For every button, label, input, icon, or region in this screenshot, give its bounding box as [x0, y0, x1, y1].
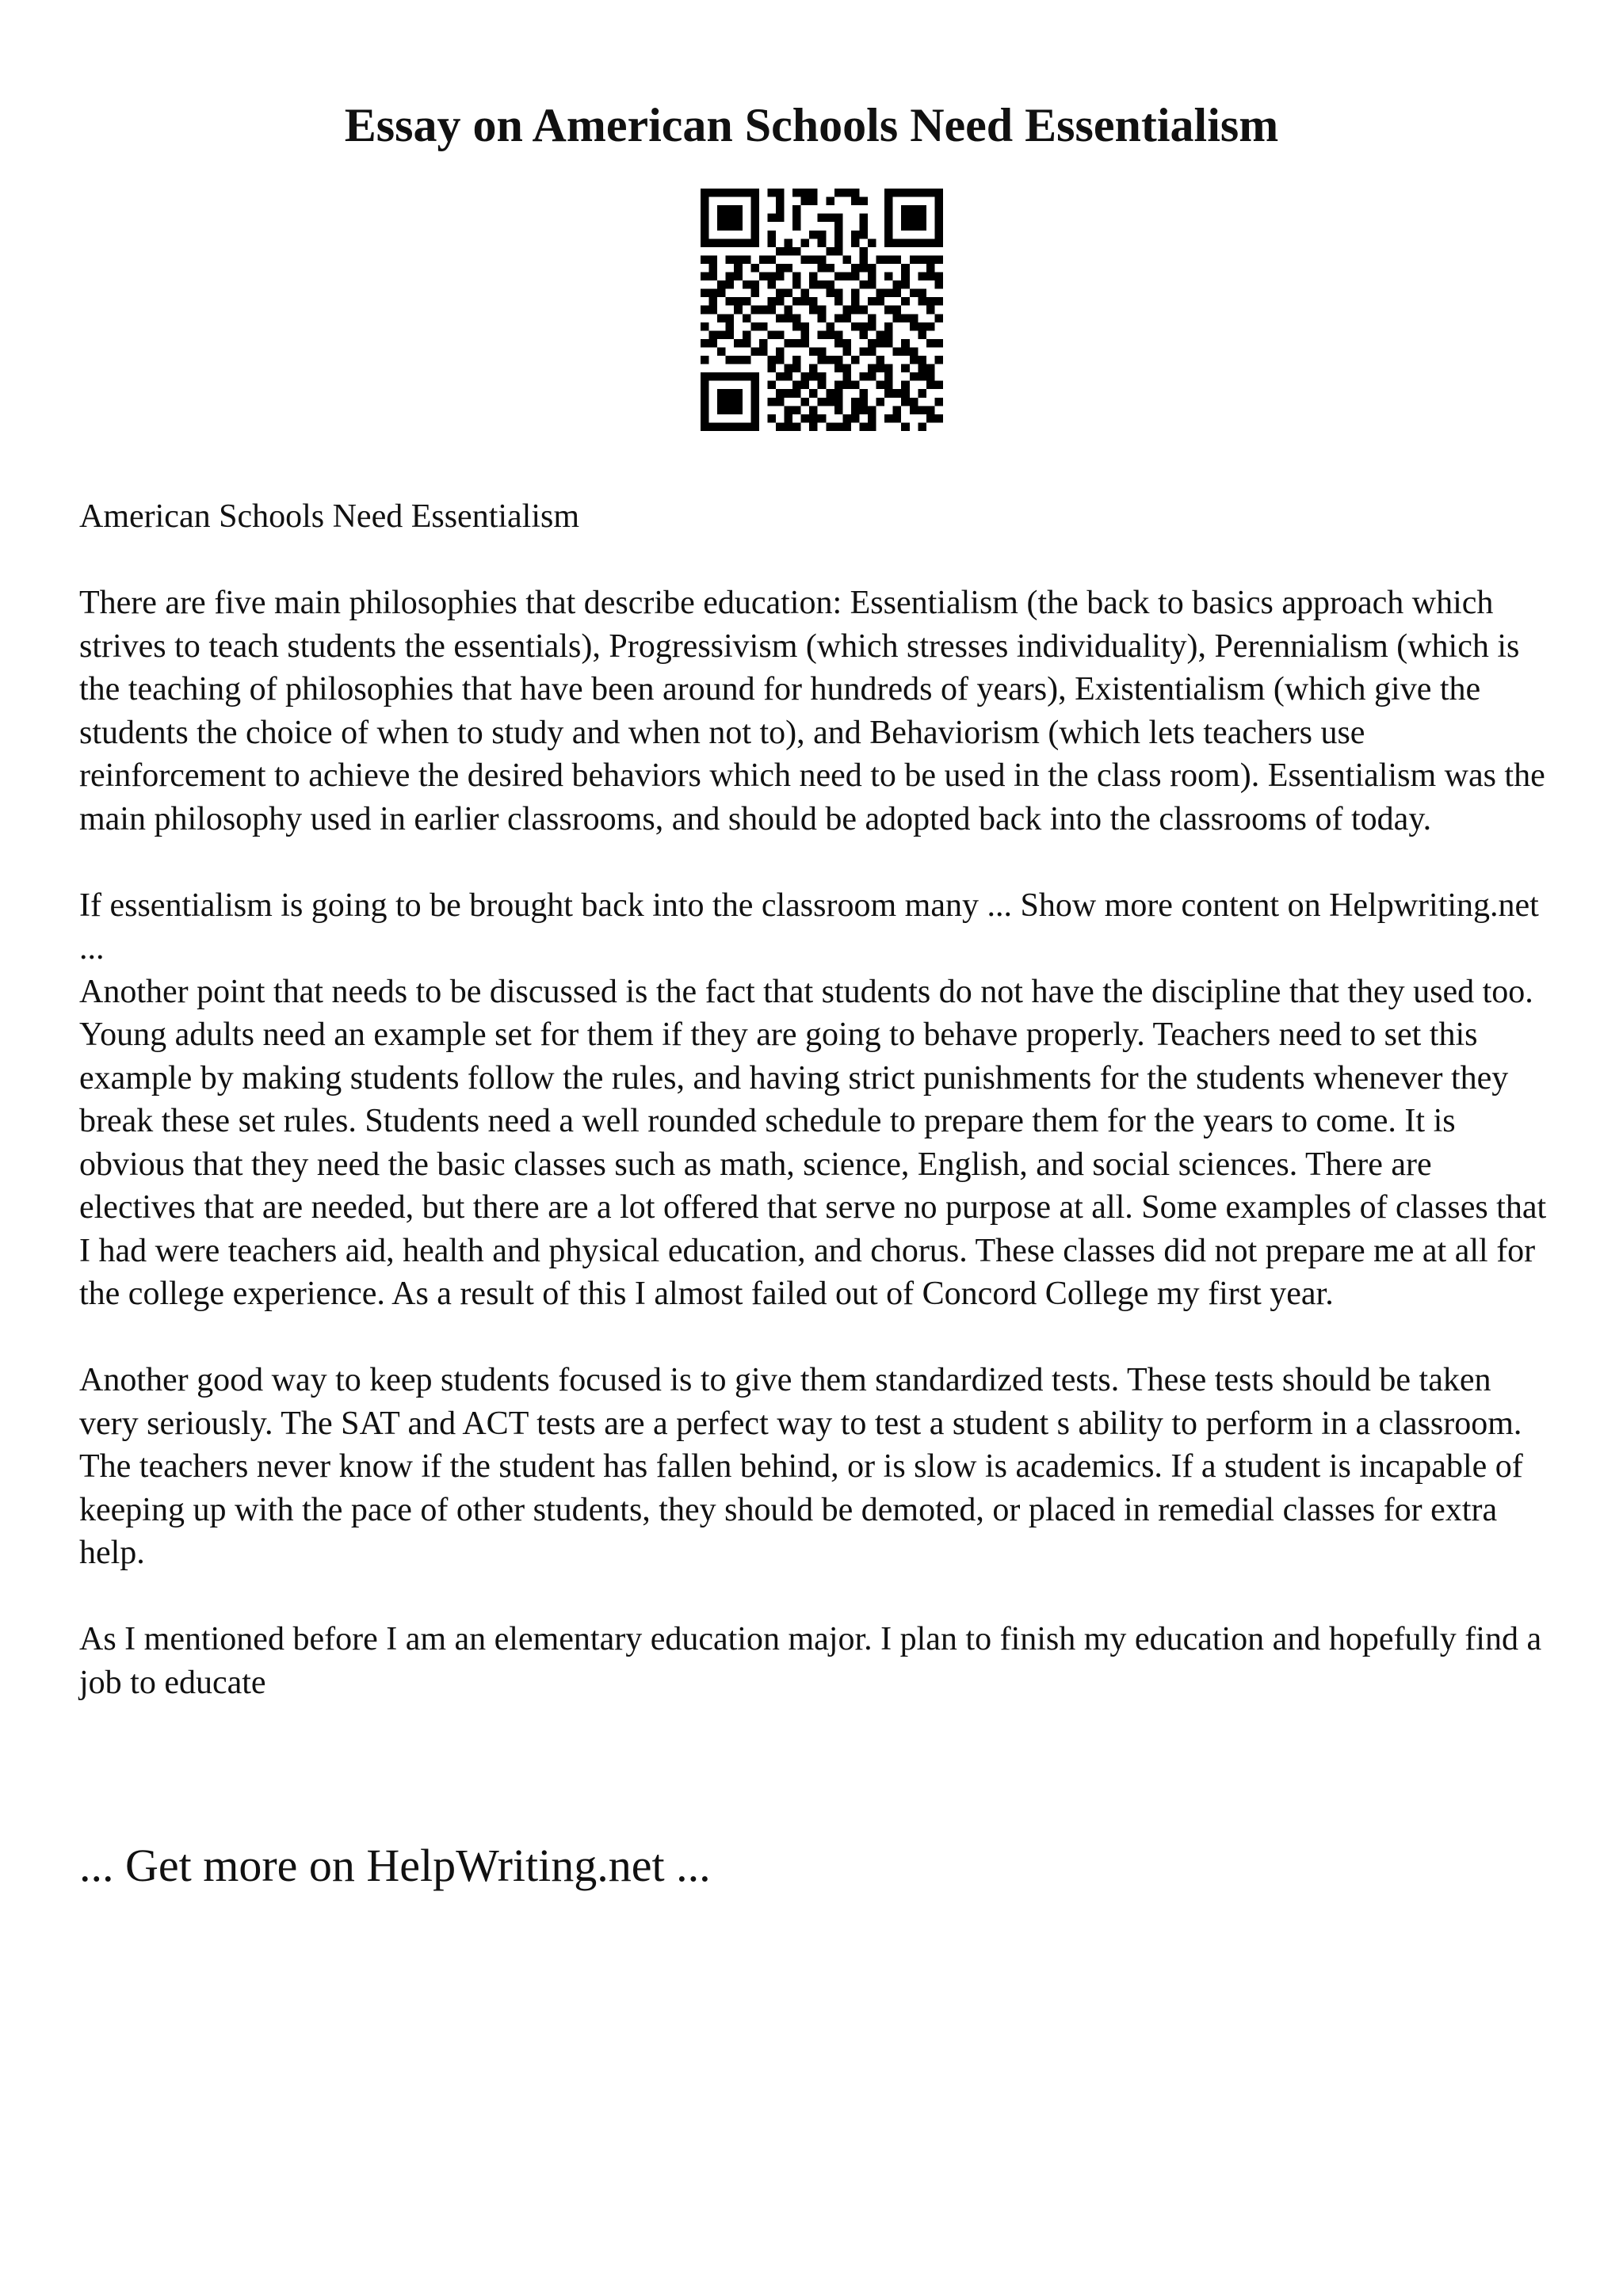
document-title: Essay on American Schools Need Essentialism [344, 99, 1279, 151]
paragraph-education-major: As I mentioned before I am an elementary education major. I plan to finish my education and hopefully find a job to educate [79, 1621, 1542, 1701]
get-more-link[interactable]: ... Get more on HelpWriting.net ... [79, 1840, 711, 1891]
paragraph-show-more: If essentialism is going to be brought back into the classroom many ... Show more content on Helpwriting.net ... [79, 887, 1539, 967]
paragraph-philosophies: There are five main philosophies that describe education: Essentialism (the back to basics approach which strives to teach students the essentials), Progressivism (which stresses individuality), Perennialism (which is the teaching of philosophies that have been around for hundreds of years), Existentialism (which give the students the choice of when to study and when not to), and Behaviorism (which lets teachers use reinforcement to achieve the desired behaviors which need to be used in the class room). Essentialism was the main philosophy used in earlier classrooms, and should be adopted back into the classrooms of today. [79, 585, 1545, 837]
essay-heading: American Schools Need Essentialism [79, 498, 580, 535]
paragraph-discipline: Another point that needs to be discussed is the fact that students do not have the discipline that they used too. Young adults need an example set for them if they are going to behave properly. Teachers need to set this example by making students follow the rules, and having strict punishments for the students whenever they break these set rules. Students need a well rounded schedule to prepare them for the years to come. It is obvious that they need the basic classes such as math, science, English, and social sciences. There are electives that are needed, but there are a lot offered that serve no purpose at all. Some examples of classes that I had were teachers aid, health and physical education, and chorus. These classes did not prepare me at all for the college experience. As a result of this I almost failed out of Concord College my first year. [79, 973, 1547, 1312]
essay-body [79, 495, 1553, 1748]
paragraph-standardized-tests: Another good way to keep students focused is to give them standardized tests. These tests should be taken very seriously. The SAT and ACT tests are a perfect way to test a student s ability to perform in a classroom. The teachers never know if the student has fallen behind, or is slow is academics. If a student is incapable of keeping up with the pace of other students, they should be demoted, or placed in remedial classes for extra help. [79, 1362, 1523, 1571]
qr-code-icon [701, 189, 943, 431]
qr-code-graphic [701, 189, 943, 431]
